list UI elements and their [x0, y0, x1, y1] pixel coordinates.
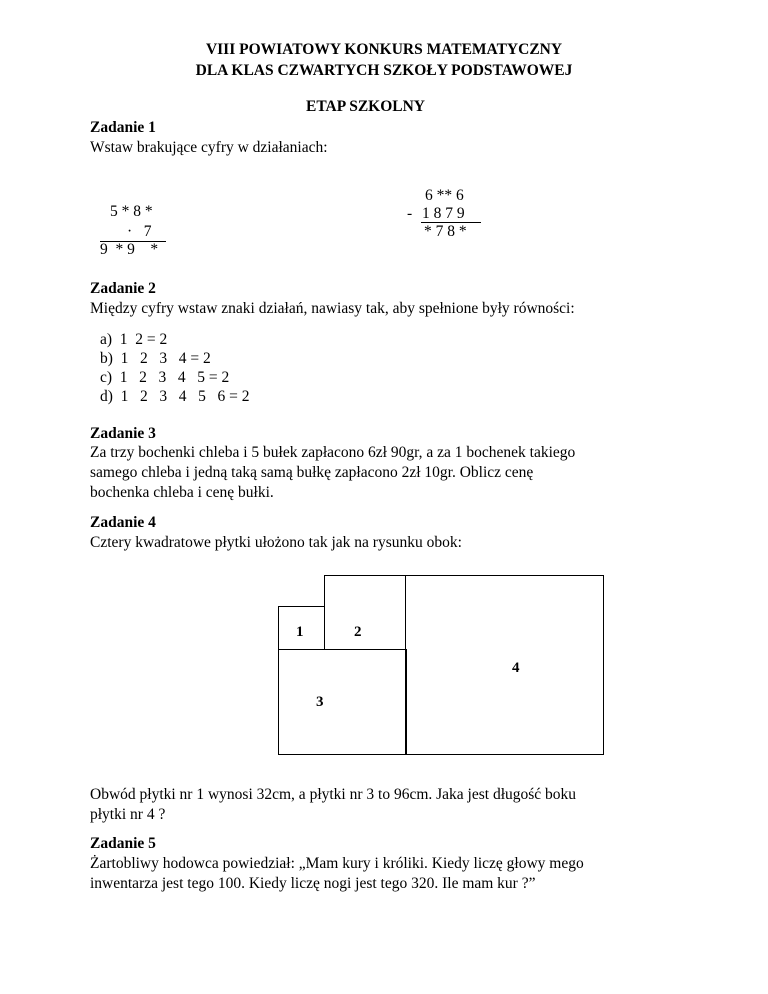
task-3-line-2: samego chleba i jedną taką samą bułkę zapłacono 2zł 10gr. Oblicz cenę [90, 464, 534, 481]
item-label: b) [100, 350, 113, 367]
item-expression: 1 2 3 4 = 2 [120, 350, 211, 367]
task-3-line-1: Za trzy bochenki chleba i 5 bułek zapłacono 6zł 90gr, a za 1 bochenek takiego [90, 444, 576, 461]
task-3-line-3: bochenka chleba i cenę bułki. [90, 484, 274, 501]
item-label: c) [100, 369, 113, 386]
item-label: d) [100, 388, 113, 405]
tile-2-label: 2 [354, 624, 362, 640]
tile-3 [278, 649, 407, 755]
multiplication-top: 5 * 8 * [110, 203, 153, 220]
task-5-line-1: Żartobliwy hodowca powiedział: „Mam kury i króliki. Kiedy liczę głowy mego [90, 855, 584, 872]
item-expression: 1 2 3 4 5 = 2 [119, 369, 230, 386]
tile-2 [324, 575, 406, 650]
task-5-line-2: inwentarza jest tego 100. Kiedy liczę nogi jest tego 320. Ile mam kur ?” [90, 875, 536, 892]
subtraction-top: 6 ** 6 [425, 187, 464, 204]
tile-4-label: 4 [512, 660, 520, 676]
task-2-text: Między cyfry wstaw znaki działań, nawiasy tak, aby spełnione były równości: [90, 300, 575, 317]
stage-title: ETAP SZKOLNY [306, 98, 426, 115]
task-5-title: Zadanie 5 [90, 835, 156, 852]
multiplication-result: 9 * 9 * [100, 241, 159, 258]
task-2-title: Zadanie 2 [90, 280, 156, 297]
task-4-title: Zadanie 4 [90, 514, 156, 531]
item-label: a) [100, 331, 113, 348]
task-4-line-1: Obwód płytki nr 1 wynosi 32cm, a płytki nr 3 to 96cm. Jaka jest długość boku [90, 786, 577, 803]
task-1-title: Zadanie 1 [90, 119, 156, 136]
task-4-line-2: płytki nr 4 ? [90, 806, 166, 823]
list-item [100, 331, 167, 349]
list-item [100, 388, 250, 406]
multiplication-multiplier: · 7 [127, 223, 152, 240]
subtraction-result: * 7 8 * [424, 223, 467, 240]
list-item [100, 350, 211, 368]
tile-3-label: 3 [316, 694, 324, 710]
tile-4 [405, 575, 604, 755]
task-1-text: Wstaw brakujące cyfry w działaniach: [90, 139, 328, 156]
tile-1-label: 1 [296, 624, 304, 640]
item-expression: 1 2 3 4 5 6 = 2 [120, 388, 250, 405]
task-3-title: Zadanie 3 [90, 425, 156, 442]
item-expression: 1 2 = 2 [119, 331, 168, 348]
subtraction-subtrahend: 1 8 7 9 [422, 205, 465, 222]
contest-title-line-1: VIII POWIATOWY KONKURS MATEMATYCZNY [205, 41, 563, 58]
minus-sign: - [407, 205, 413, 222]
contest-title-line-2: DLA KLAS CZWARTYCH SZKOŁY PODSTAWOWEJ [195, 62, 573, 79]
list-item [100, 369, 229, 387]
task-4-text: Cztery kwadratowe płytki ułożono tak jak na rysunku obok: [90, 534, 462, 551]
